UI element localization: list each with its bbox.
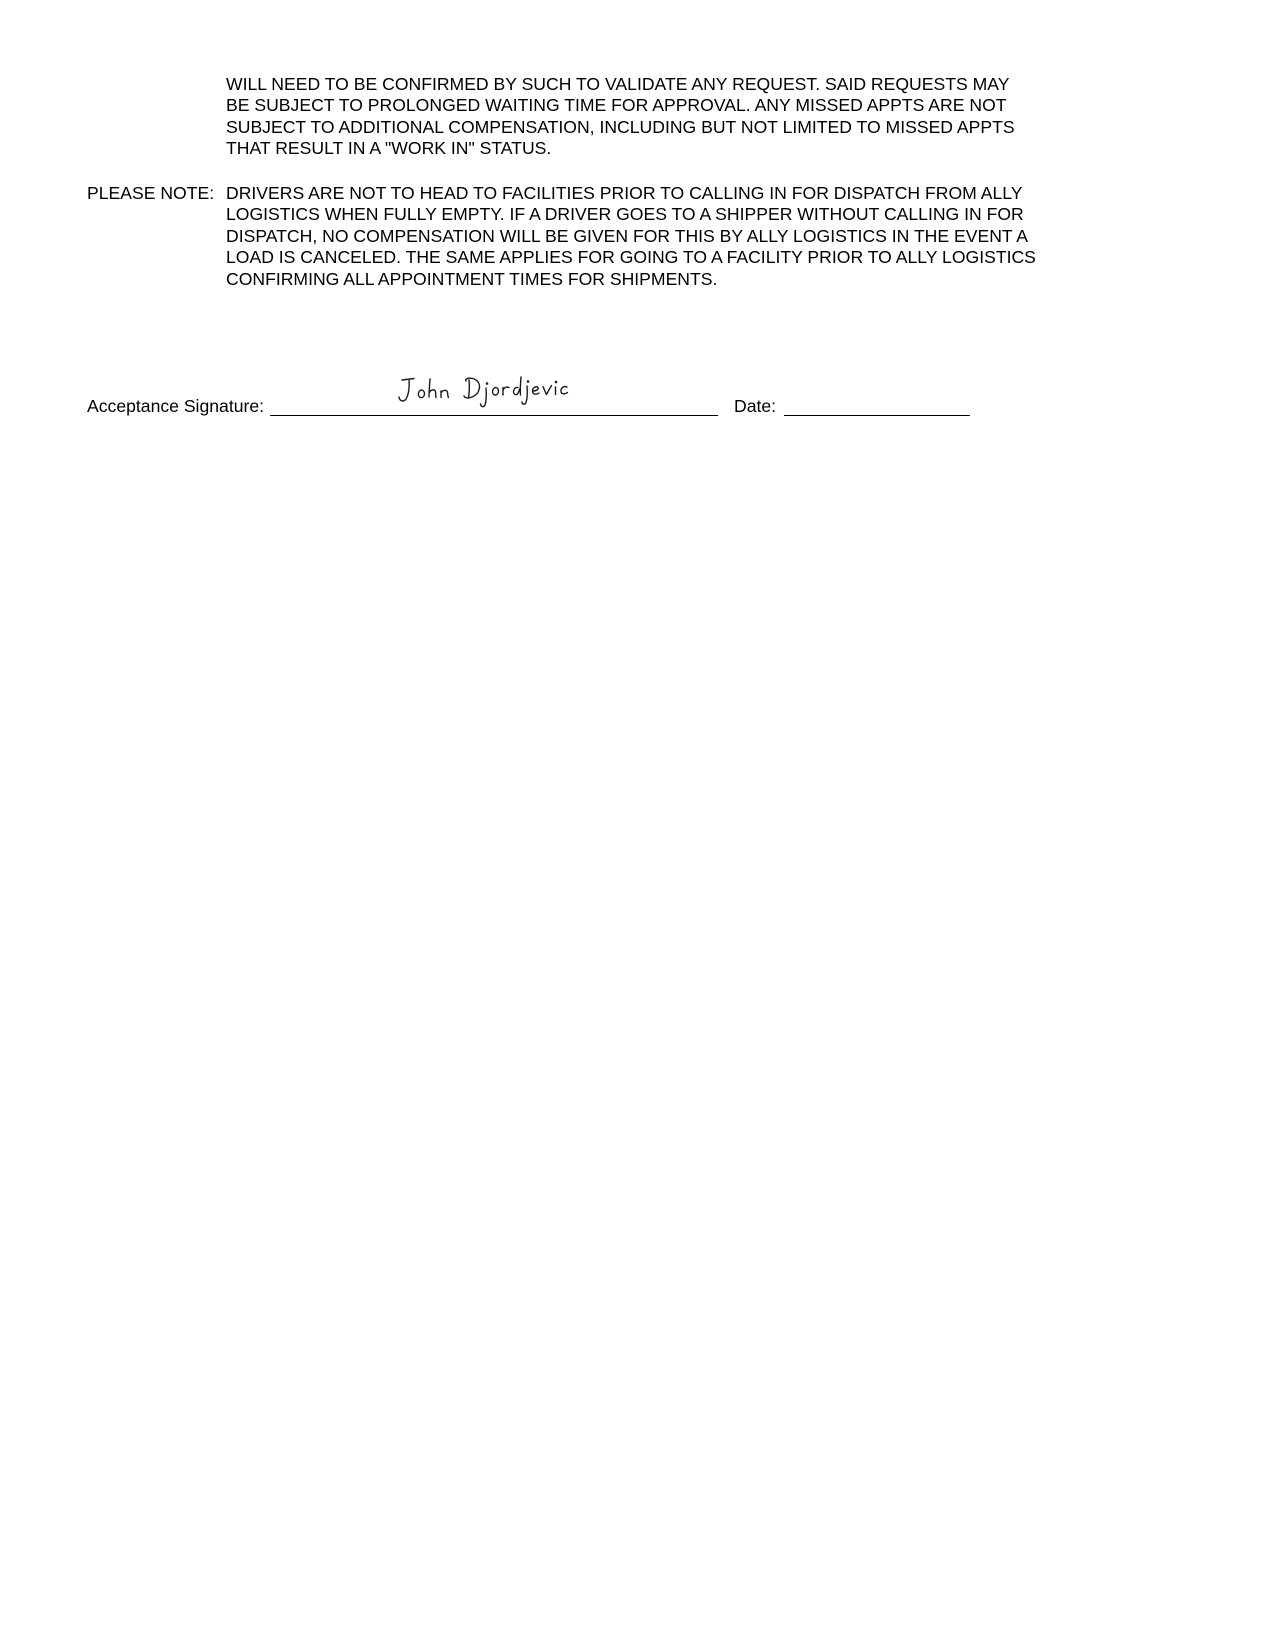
date-label: Date:	[734, 396, 777, 416]
handwritten-signature	[396, 374, 596, 410]
note-line: LOAD IS CANCELED. THE SAME APPLIES FOR GOING TO A FACILITY PRIOR TO ALLY LOGISTICS	[226, 247, 1036, 268]
note-line: CONFIRMING ALL APPOINTMENT TIMES FOR SHIPMENTS.	[226, 268, 718, 289]
terms-line: BE SUBJECT TO PROLONGED WAITING TIME FOR APPROVAL. ANY MISSED APPTS ARE NOT	[226, 95, 1007, 116]
terms-line: SUBJECT TO ADDITIONAL COMPENSATION, INCLUDING BUT NOT LIMITED TO MISSED APPTS	[226, 116, 1015, 137]
please-note-label: PLEASE NOTE:	[87, 183, 215, 203]
terms-line: THAT RESULT IN A "WORK IN" STATUS.	[226, 138, 552, 159]
acceptance-signature-label: Acceptance Signature:	[87, 396, 265, 416]
signature-line[interactable]	[270, 415, 718, 416]
note-line: LOGISTICS WHEN FULLY EMPTY. IF A DRIVER GOES TO A SHIPPER WITHOUT CALLING IN FOR	[226, 204, 1024, 225]
note-line: DRIVERS ARE NOT TO HEAD TO FACILITIES PRIOR TO CALLING IN FOR DISPATCH FROM ALLY	[226, 183, 1023, 203]
please-note-body	[226, 183, 1036, 290]
date-line[interactable]	[784, 415, 970, 416]
terms-continuation	[226, 74, 1015, 160]
note-line: DISPATCH, NO COMPENSATION WILL BE GIVEN FOR THIS BY ALLY LOGISTICS IN THE EVENT A	[226, 225, 1029, 246]
terms-line: WILL NEED TO BE CONFIRMED BY SUCH TO VALIDATE ANY REQUEST. SAID REQUESTS MAY	[226, 74, 1010, 94]
